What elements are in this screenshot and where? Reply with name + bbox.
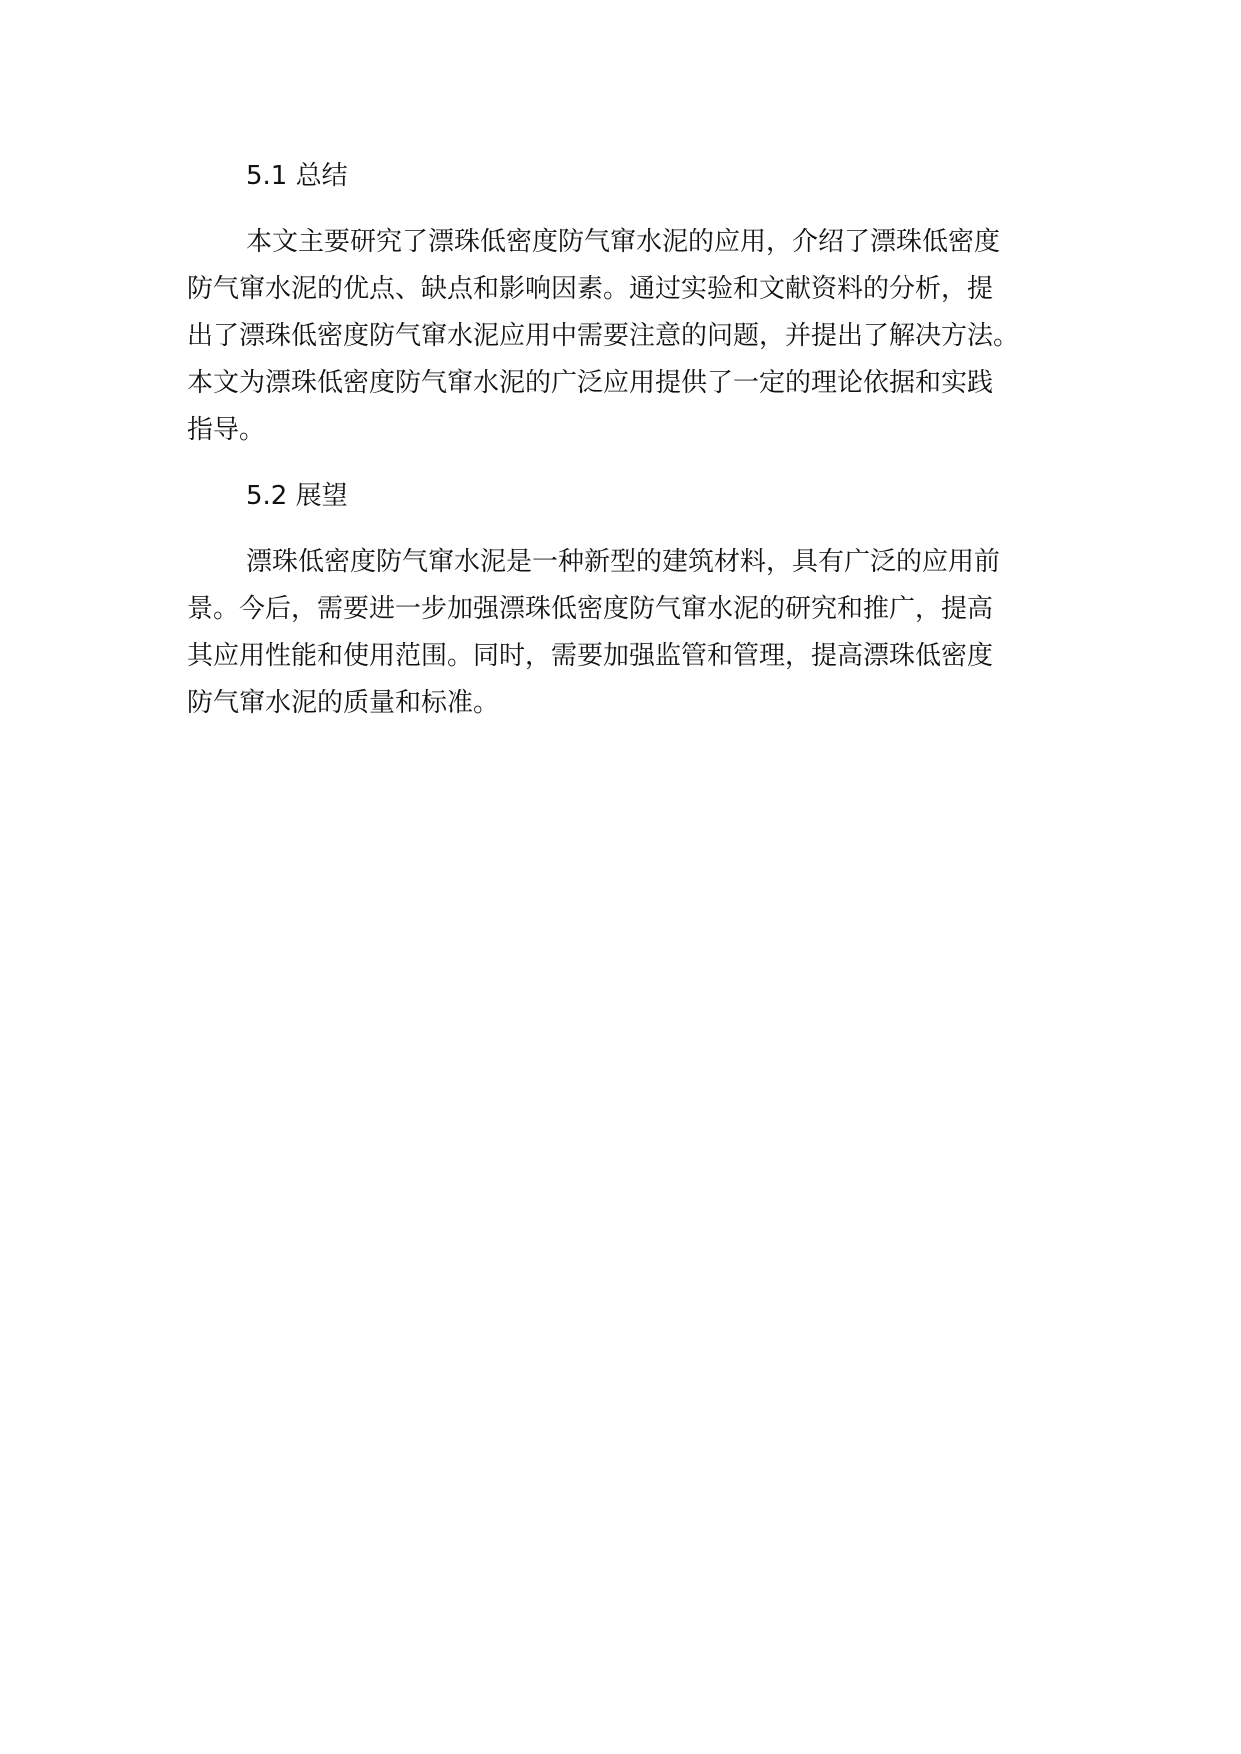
outlook-line-2: 景。今后，需要进一步加强漂珠低密度防气窜水泥的研究和推广，提高 xyxy=(187,594,994,624)
outlook-line-3: 其应用性能和使用范围。同时，需要加强监管和管理，提高漂珠低密度 xyxy=(187,641,994,671)
summary-line-3: 出了漂珠低密度防气窜水泥应用中需要注意的问题，并提出了解决方法。 xyxy=(187,321,1020,351)
outlook-line-4: 防气窜水泥的质量和标准。 xyxy=(187,688,500,718)
summary-line-5: 指导。 xyxy=(187,415,266,445)
summary-line-2: 防气窜水泥的优点、缺点和影响因素。通过实验和文献资料的分析，提 xyxy=(187,274,994,304)
section-heading-summary: 5.1 总结 xyxy=(246,161,348,191)
section-heading-outlook: 5.2 展望 xyxy=(246,481,348,511)
outlook-line-1: 漂珠低密度防气窜水泥是一种新型的建筑材料，具有广泛的应用前 xyxy=(246,547,1001,577)
summary-line-4: 本文为漂珠低密度防气窜水泥的广泛应用提供了一定的理论依据和实践 xyxy=(187,368,994,398)
summary-line-1: 本文主要研究了漂珠低密度防气窜水泥的应用，介绍了漂珠低密度 xyxy=(246,227,1001,257)
